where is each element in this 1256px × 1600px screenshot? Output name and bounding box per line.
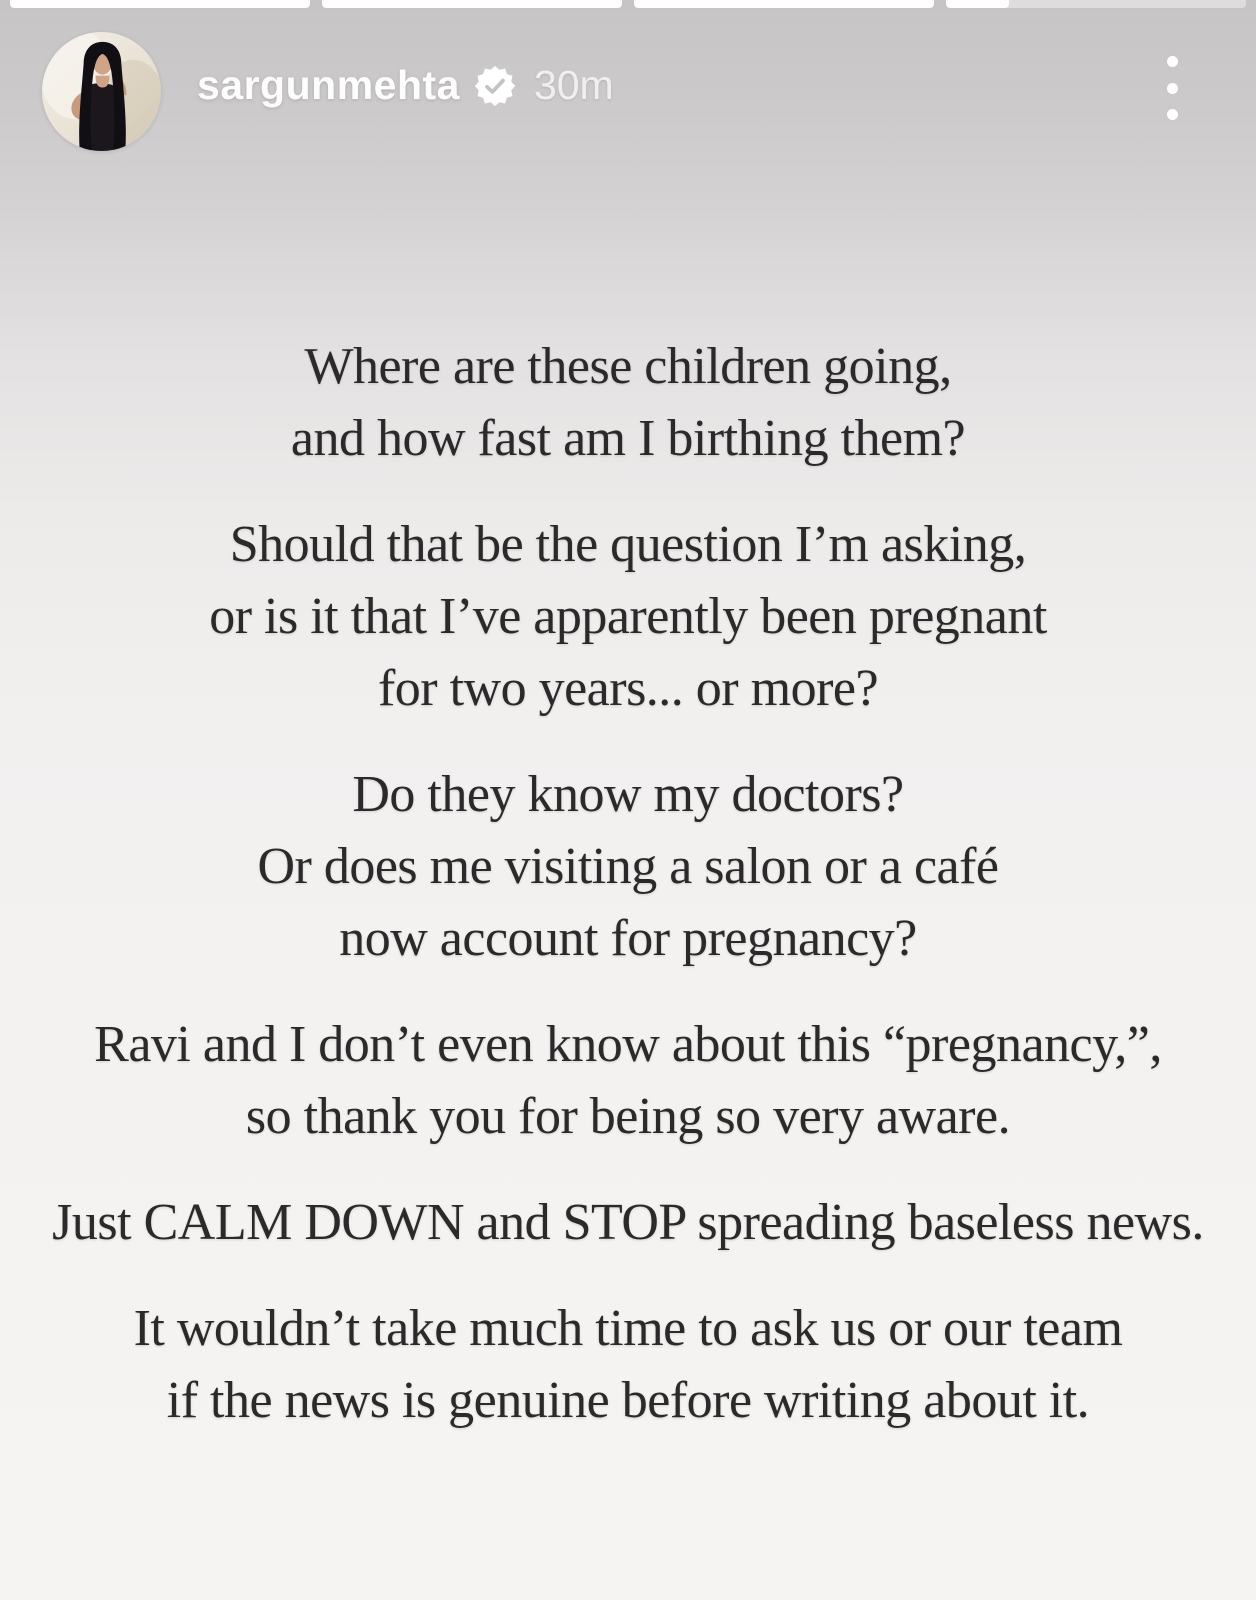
text-line: Do they know my doctors? [352, 766, 904, 823]
avatar-photo [42, 32, 161, 151]
username[interactable]: sargunmehta [197, 62, 460, 108]
text-line: Just CALM DOWN and STOP spreading baseless news. [52, 1194, 1204, 1251]
text-line: Should that be the question I’m asking, [229, 516, 1027, 573]
story-text-paragraph [0, 1187, 1256, 1259]
progress-segment [10, 0, 310, 8]
text-line: for two years... or more? [377, 660, 879, 717]
text-line: It wouldn’t take much time to ask us or our team [133, 1300, 1123, 1357]
progress-segment-fill [10, 0, 310, 8]
story-text-paragraph [0, 331, 1256, 475]
story-progress-bar [10, 0, 1246, 8]
text-line: now account for pregnancy? [339, 910, 917, 967]
text-line: so thank you for being so very aware. [245, 1088, 1011, 1145]
story-text-paragraph [0, 759, 1256, 975]
text-line: and how fast am I birthing them? [290, 410, 966, 467]
text-line: Where are these children going, [304, 338, 952, 395]
kebab-dot [1167, 83, 1178, 94]
progress-segment-fill [946, 0, 1009, 8]
text-line: Ravi and I don’t even know about this “pregnancy,”, [94, 1016, 1162, 1073]
progress-segment [322, 0, 622, 8]
story-text-paragraph [0, 1009, 1256, 1153]
progress-segment-fill [634, 0, 934, 8]
kebab-dot [1167, 109, 1178, 120]
progress-segment [634, 0, 934, 8]
story-text [0, 331, 1256, 1437]
verified-badge-icon [474, 65, 516, 107]
text-line: or is it that I’ve apparently been pregnant [209, 588, 1047, 645]
text-line: Or does me visiting a salon or a café [257, 838, 999, 895]
story-text-paragraph [0, 1293, 1256, 1437]
kebab-dot [1167, 56, 1178, 67]
progress-segment [946, 0, 1246, 8]
text-line: if the news is genuine before writing about it. [166, 1372, 1090, 1429]
kebab-menu-icon[interactable] [1144, 50, 1200, 126]
story-header [0, 0, 1256, 185]
story-timestamp: 30m [533, 62, 614, 108]
avatar[interactable] [42, 32, 161, 151]
progress-segment-fill [322, 0, 622, 8]
story-text-paragraph [0, 509, 1256, 725]
